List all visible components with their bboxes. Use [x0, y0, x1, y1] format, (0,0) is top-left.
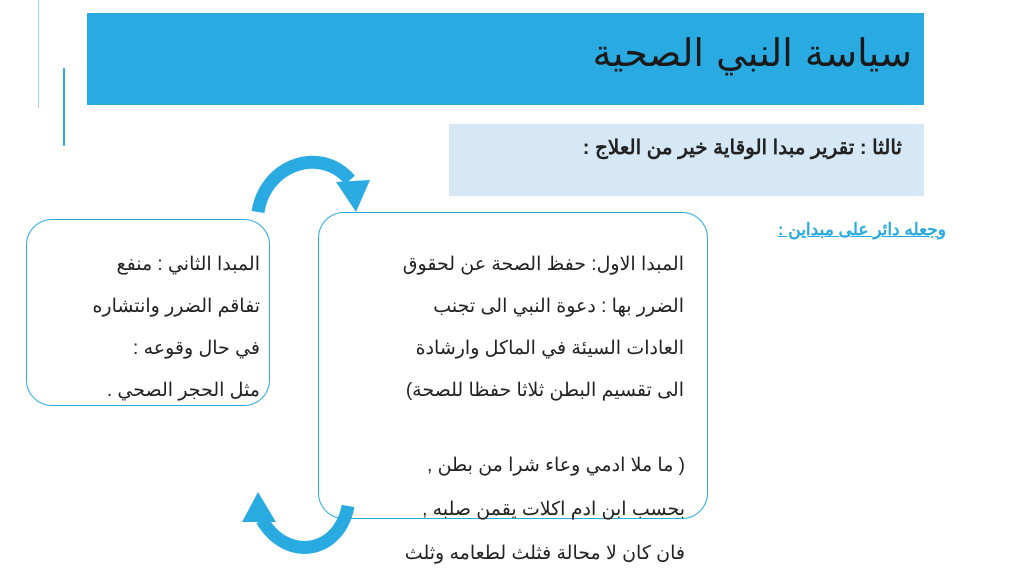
- section-heading: ثالثا : تقرير مبدا الوقاية خير من العلاج :: [449, 124, 924, 196]
- title-banner: [87, 13, 924, 105]
- text-line: العادات السيئة في الماكل وارشادة: [415, 338, 684, 359]
- text-line: في حال وقوعه :: [133, 338, 260, 359]
- cycle-arrow-top-icon: [240, 140, 380, 220]
- principle-1-text: [332, 244, 684, 412]
- quote-line: فان كان لا محالة فثلث لطعامه وثلث: [404, 543, 685, 564]
- text-line: المبدا الثاني : منفع: [116, 254, 260, 275]
- decorative-line-accent: [63, 68, 65, 146]
- text-line: الى تقسيم البطن ثلاثا حفظا للصحة): [405, 380, 684, 401]
- quote-line: ( ما ملا ادمي وعاء شرا من بطن ,: [427, 455, 685, 476]
- decorative-line-left: [38, 0, 39, 108]
- principle-2-text: [30, 244, 260, 412]
- text-line: الضرر بها : دعوة النبي الى تجنب: [433, 296, 684, 317]
- domains-label: وجعله دائر على مبداين :: [777, 220, 946, 239]
- text-line: تفاقم الضرر وانتشاره: [92, 296, 260, 317]
- slide-title: سياسة النبي الصحية: [592, 31, 912, 75]
- hadith-quote: [325, 444, 685, 576]
- text-line: المبدا الاول: حفظ الصحة عن لحقوق: [402, 254, 684, 275]
- text-line: مثل الحجر الصحي .: [106, 380, 260, 401]
- quote-line: بحسب ابن ادم اكلات يقمن صلبه ,: [422, 499, 685, 520]
